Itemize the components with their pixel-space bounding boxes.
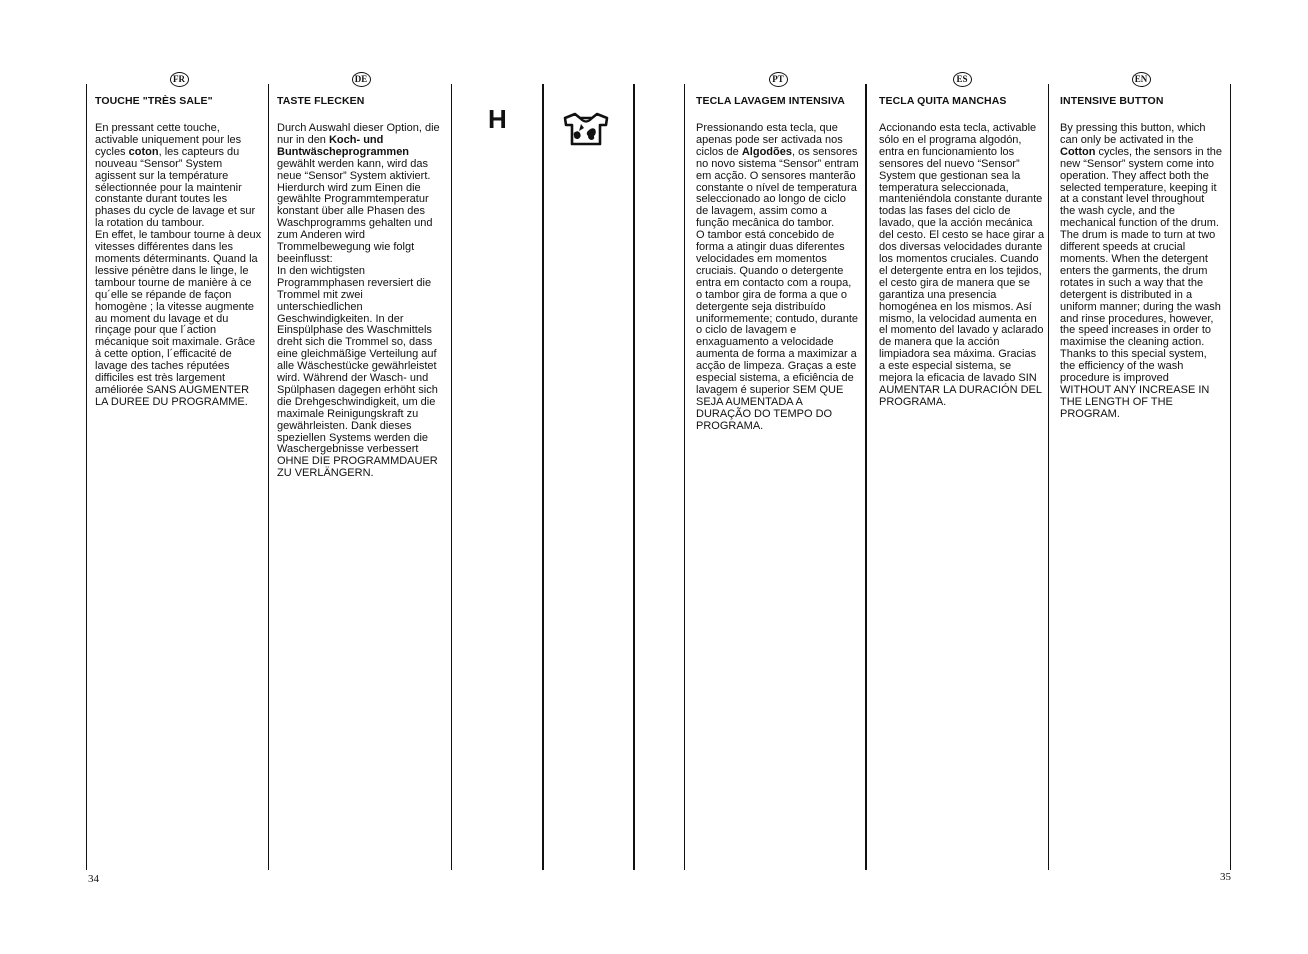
section-heading: TECLA LAVAGEM INTENSIVA <box>696 95 845 107</box>
bold-text-run: coton <box>128 145 159 158</box>
text-run: En effet, le tambour tourne à deux vitesses différentes dans les moments déterminants. Quand la lessive pénètre dans le linge, le tambour tourne de manière à ce qu´elle se répande de façon homogène ; la vitesse augmente au moment du lavage et du rinçage pour que l´action mécanique soit maximale. Grâce à cette option, l´efficacité de lavage des taches réputées difficiles est très largement améliorée SANS AUGMENTER LA DUREE DU PROGRAMME. <box>95 229 262 408</box>
column-divider <box>633 84 635 870</box>
stained-shirt-icon <box>563 112 609 151</box>
column-divider <box>865 84 867 870</box>
section-body <box>277 123 445 480</box>
language-badge-icon: PT <box>769 72 788 87</box>
bold-text-run: Cotton <box>1060 145 1096 158</box>
body-paragraph <box>95 123 263 230</box>
column-divider <box>86 84 87 870</box>
language-badge-icon: EN <box>1132 72 1151 87</box>
text-run: Accionando esta tecla, activable sólo en el programa algodón, entra en funcionamiento los sensores del nuevo “Sensor” System que gestionan sea la temperatura seleccionada, manteniéndola constante durante todas las fases del ciclo de lavado, que la acción mecánica del cesto. El cesto se hace girar a dos diversas velocidades durante los momentos cruciales. Cuando el detergente entra en los tejidos, el cesto gira de manera que se garantiza una presencia homogénea en los mismos. Así mismo, la velocidad aumenta en el momento del lavado y aclarado de manera que la acción limpiadora sea máxima. Gracias a este especial sistema, se mejora la eficacia de lavado SIN AUMENTAR LA DURACIÓN DEL PROGRAMA. <box>879 122 1045 408</box>
page-number-right: 35 <box>1220 871 1231 883</box>
column-divider <box>268 84 269 870</box>
body-paragraph <box>95 230 263 409</box>
text-run: , les capteurs du nouveau “Sensor” System agissent sur la température sélectionnée pour la maintenir constante durant toutes les phases du cycle de lavage et sur la rotation du tambour. <box>95 145 256 230</box>
body-paragraph <box>696 230 860 432</box>
body-paragraph <box>277 123 445 266</box>
text-run: , os sensores no novo sistema “Sensor” entram em acção. O sensores manterão constante o nível de temperatura seleccionado ao longo de ciclo de lavagem, assim como a função mecânica do tambor. <box>696 145 859 230</box>
language-badge-icon: FR <box>170 72 189 87</box>
column-fr <box>95 72 263 409</box>
column-es <box>879 72 1045 409</box>
body-paragraph <box>1060 123 1222 230</box>
column-divider <box>684 84 685 870</box>
body-paragraph <box>277 266 445 480</box>
page-number-left: 34 <box>88 873 99 885</box>
bold-text-run: Algodões <box>741 145 792 158</box>
column-divider <box>1048 84 1049 870</box>
section-body <box>1060 123 1222 421</box>
text-run: In den wichtigsten Programmphasen reversiert die Trommel mit zwei unterschiedlichen Geschwindigkeiten. In der Einspülphase des Waschmittels dreht sich die Trommel so, dass eine gleichmäßige Verteilung auf alle Wäschestücke gewährleistet wird. Während der Wasch- und Spülphasen dagegen erhöht sich die Drehgeschwindigkeit, um die maximale Reinigungskraft zu gewährleisten. Dank dieses speziellen Systems werden die Waschergebnisse verbessert OHNE DIE PROGRAMMDAUER ZU VERLÄNGERN. <box>277 264 438 480</box>
language-badge-icon: DE <box>352 72 371 87</box>
body-paragraph <box>696 123 860 230</box>
section-heading: TOUCHE "TRÈS SALE" <box>95 95 213 107</box>
text-run: gewählt werden kann, wird das neue “Sensor” System aktiviert. Hierdurch wird zum Einen die gewählte Programmtemperatur konstant über alle Phasen des Waschprogramms gehalten und zum Anderen wird Trommelbewegung wie folgt beeinflusst: <box>277 157 433 265</box>
body-paragraph <box>879 123 1045 409</box>
language-badge-icon: ES <box>953 72 972 87</box>
column-pt <box>696 72 860 433</box>
text-run: Durch Auswahl dieser Option, die nur in den <box>277 122 440 146</box>
text-run: Pressionando esta tecla, que apenas pode ser activada nos ciclos de <box>696 122 843 158</box>
text-run: By pressing this button, which can only be activated in the <box>1060 122 1206 146</box>
text-run: O tambor está concebido de forma a atingir duas diferentes velocidades em momentos cruciais. Quando o detergente entra em contacto com a roupa, o tambor gira de forma a que o detergente seja distribuído uniformemente; contudo, durante o ciclo de lavagem e enxaguamento a velocidade aumenta de forma a maximizar a acção de limpeza. Graças a este especial sistema, a eficiência de lavagem é superior SEM QUE SEJA AUMENTADA A DURAÇÃO DO TEMPO DO PROGRAMA. <box>696 229 859 432</box>
text-run: En pressant cette touche, activable uniquement pour les cycles <box>95 122 242 158</box>
section-heading: INTENSIVE BUTTON <box>1060 95 1164 107</box>
column-en <box>1060 72 1222 421</box>
column-divider <box>451 84 452 870</box>
column-de <box>277 72 445 480</box>
section-body <box>879 123 1045 409</box>
section-body <box>95 123 263 409</box>
text-run: cycles, the sensors in the new “Sensor” system come into operation. They affect both the selected temperature, keeping it at a constant level throughout the wash cycle, and the mechanical function of the drum. <box>1060 145 1222 230</box>
section-letter: H <box>488 104 507 134</box>
body-paragraph <box>1060 230 1222 421</box>
text-run: The drum is made to turn at two different speeds at crucial moments. When the detergent enters the garments, the drum rotates in such a way that the detergent is distributed in a uniform manner; during the wash and rinse procedures, however, the speed increases in order to maximise the cleaning action. Thanks to this special system, the efficiency of the wash procedure is improved WITHOUT ANY INCREASE IN THE LENGTH OF THE PROGRAM. <box>1060 229 1221 420</box>
section-body <box>696 123 860 433</box>
bold-text-run: Koch- und Buntwäscheprogrammen <box>277 133 410 158</box>
column-divider <box>1230 84 1231 870</box>
section-heading: TASTE FLECKEN <box>277 95 365 107</box>
section-heading: TECLA QUITA MANCHAS <box>879 95 1007 107</box>
column-divider <box>542 84 544 870</box>
